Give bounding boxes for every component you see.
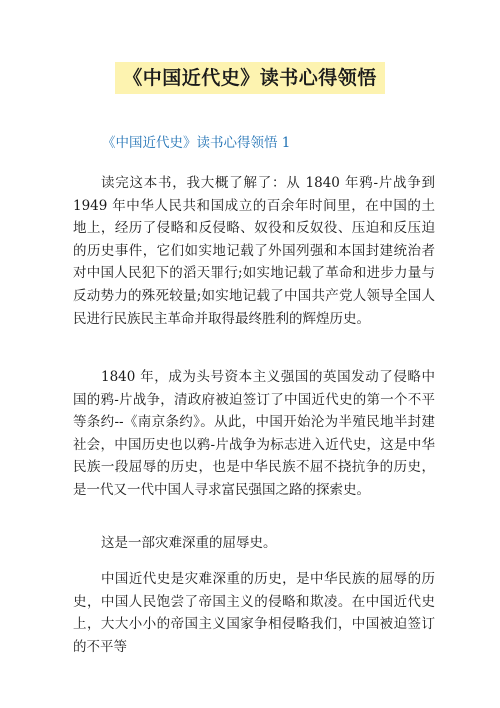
section-heading: 《中国近代史》读书心得领悟 1	[102, 135, 291, 151]
paragraph-3: 这是一部灾难深重的屈辱史。	[101, 535, 277, 551]
paragraph-2: 1840 年，成为头号资本主义强国的英国发动了侵略中国的鸦-片战争，清政府被迫签订了中国近代史的第一个不平等条约--《南京条约》。从此，中国开始沦为半殖民地半封建社会，中国历史也以鸦-片战争为标志进入近代史，这是中华民族一段屈辱的历史，也是中华民族不屈不挠抗争的历史，是一代又一代中国人寻求富民强国之路的探索史。	[73, 369, 435, 498]
document-title: 《中国近代史》读书心得领悟	[115, 62, 385, 94]
paragraph-4: 中国近代史是灾难深重的历史，是中华民族的屈辱的历史，中国人民饱尝了帝国主义的侵略和欺凌。在中国近代史上，大大小小的帝国主义国家争相侵略我们，中国被迫签订的不平等	[73, 571, 435, 655]
paragraph-1: 读完这本书，我大概了解了：从 1840 年鸦-片战争到 1949 年中华人民共和国成立的百余年时间里，在中国的土地上，经历了侵略和反侵略、奴役和反奴役、压迫和反压迫的历史事件，它们如实地记载了外国列强和本国封建统治者对中国人民犯下的滔天罪行;如实地记载了革命和进步力量与反动势力的殊死较量;如实地记载了中国共产党人领导全国人民进行民族民主革命并取得最终胜利的辉煌历史。	[73, 175, 435, 327]
title-wrapper	[0, 62, 500, 94]
